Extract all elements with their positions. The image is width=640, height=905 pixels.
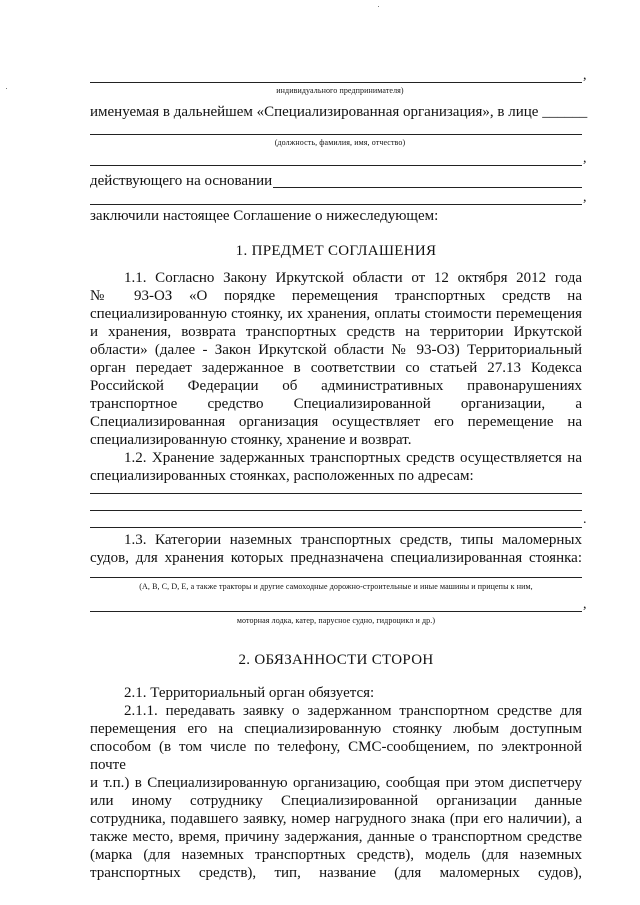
paragraph-line: специализированную стоянку, хранение и возврат. [90,432,412,448]
paragraph-line: области» (далее - Закон Иркутской области № 93-ОЗ) Территориальный [90,342,582,358]
address-line-1 [90,493,582,494]
address-line-2 [90,510,582,511]
paragraph-line: и хранения, возврата транспортных средств на территории Иркутской [90,324,582,340]
paragraph-line: транспортных средств), тип, название (для маломерных судов), [90,865,582,881]
paragraph-line: транспортное средство Специализированной организации, а [90,396,582,412]
paragraph-line: способом (в том числе по телефону, СМС-сообщением, по электронной почте [90,739,582,773]
paragraph-line: специализированную стоянку, их хранения, оплаты стоимости перемещения [90,306,582,322]
scan-speck [378,6,379,7]
paragraph-2-1-1 [90,702,582,882]
paragraph-line: судов, для хранения которых предназначена специализированная стоянка: [90,550,582,566]
paragraph-1-3 [90,531,582,567]
comma-mark: , [583,68,587,83]
fill-line-basis [273,187,582,188]
scan-speck [6,88,7,89]
period-mark: . [583,512,587,527]
fill-line-basis-2 [90,204,582,205]
paragraph-line: (марка (для наземных транспортных средств), модель (для наземных [90,847,582,863]
section1-heading: 1. ПРЕДМЕТ СОГЛАШЕНИЯ [235,243,437,259]
paragraph-line: и т.п.) в Специализированную организацию, сообщая при этом диспетчеру [90,775,582,791]
comma-mark: , [583,151,587,166]
paragraph-line: 2.1.1. передавать заявку о задержанном транспортном средстве для [124,703,582,719]
acting-basis-label: действующего на основании [90,173,273,189]
paragraph-line: Специализированная организация осуществляет его перемещение на [90,414,582,430]
paragraph-line: Российской Федерации об административных правонарушениях [90,378,582,394]
comma-mark: , [583,597,587,612]
caption-boats: моторная лодка, катер, парусное судно, гидроцикл и др.) [236,616,436,625]
named-line: именуемая в дальнейшем «Специализированная организация», в лице ______ [90,104,588,120]
paragraph-line: специализированных стоянках, расположенных по адресам: [90,468,474,484]
paragraph-line: 1.1. Согласно Закону Иркутской области от 12 октября 2012 года [124,270,582,286]
caption-entrepreneur: индивидуального предпринимателя) [276,86,404,95]
fill-line-organization [90,82,582,83]
concluded-line: заключили настоящее Соглашение о нижеследующем: [90,208,439,224]
fill-line-position [90,134,582,135]
category-fill-line [90,577,582,578]
paragraph-1-2 [90,449,582,485]
paragraph-line: № 93-ОЗ «О порядке перемещения транспортных средств на [90,288,582,304]
paragraph-line: орган передает задержанное в соответствии со статьей 27.13 Кодекса [90,360,582,376]
address-line-3 [90,527,582,528]
paragraph-1-1 [90,269,582,449]
paragraph-line: сотрудника, подавшего заявку, номер нагрудного знака (при его наличии), а [90,811,582,827]
paragraph-line: 1.2. Хранение задержанных транспортных средств осуществляется на [124,450,582,466]
paragraph-line: 1.3. Категории наземных транспортных средств, типы маломерных [124,532,582,548]
category-fill-line-2 [90,611,582,612]
paragraph-line: также место, время, причину задержания, данные о транспортном средстве [90,829,582,845]
comma-mark: , [583,190,587,205]
paragraph-line: перемещения его на специализированную стоянку любым доступным [90,721,582,737]
caption-categories: (А, В, С, D, Е, а также тракторы и другие самоходные дорожно-строительные и иные машины и прицепы к ним, [139,582,533,591]
paragraph-line: или иному сотруднику Специализированной организации данные [90,793,582,809]
paragraph-2-1: 2.1. Территориальный орган обязуется: [124,685,375,701]
caption-position: (должность, фамилия, имя, отчество) [274,138,406,147]
section2-heading: 2. ОБЯЗАННОСТИ СТОРОН [238,652,434,668]
fill-line-position-2 [90,165,582,166]
